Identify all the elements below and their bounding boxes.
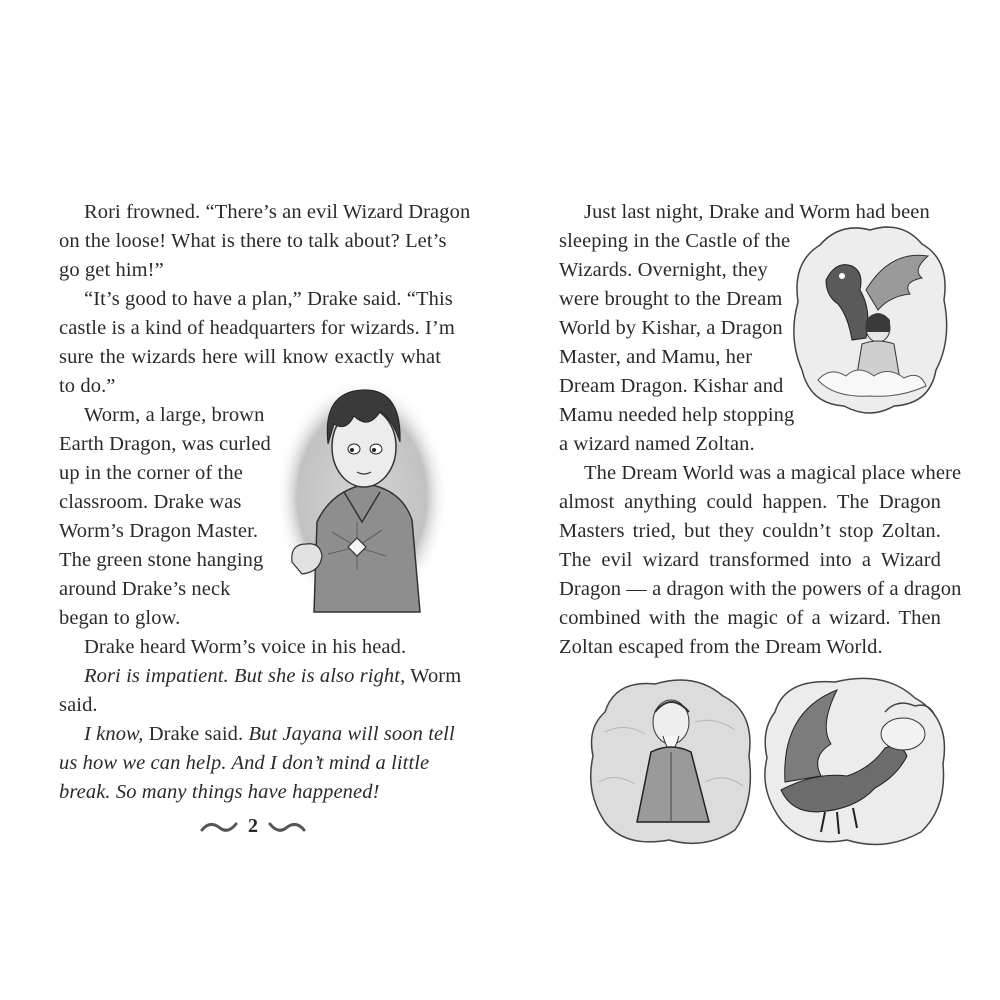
- text-line: up in the corner of the: [59, 462, 243, 484]
- text-line: [59, 778, 380, 807]
- page-number-ornament: [198, 812, 308, 842]
- italic-speech: Rori is impatient. But she is also right,: [84, 665, 406, 687]
- text-line: The Dream World was a magical place where: [584, 462, 962, 484]
- text-line: Earth Dragon, was curled: [59, 433, 271, 455]
- text-line: Master, and Mamu, her: [559, 346, 753, 368]
- text-line: [84, 720, 455, 749]
- text-line: Mamu needed help stopping: [559, 404, 795, 426]
- text-line: Zoltan escaped from the Dream World.: [559, 636, 883, 658]
- text-line: Just last night, Drake and Worm had been: [584, 201, 930, 223]
- text-line: go get him!”: [59, 259, 164, 281]
- text-line: said.: [59, 694, 98, 716]
- right-page: [500, 0, 1000, 1000]
- text-line: Drake heard Worm’s voice in his head.: [84, 636, 407, 658]
- text-line: Masters tried, but they couldn’t stop Zoltan.: [559, 520, 941, 542]
- text-line: began to glow.: [59, 607, 181, 629]
- text-line: [59, 749, 429, 778]
- text-line: Worm, a large, brown: [84, 404, 265, 426]
- drake-illustration: [262, 372, 452, 622]
- text-line: The evil wizard transformed into a Wizard: [559, 549, 941, 571]
- text-line: World by Kishar, a Dragon: [559, 317, 783, 339]
- speech-tag: Worm: [405, 665, 462, 687]
- speech-tag: Drake said.: [143, 723, 249, 745]
- text-line: [84, 662, 461, 691]
- text-line: “It’s good to have a plan,” Drake said. “This: [84, 288, 453, 310]
- text-line: castle is a kind of headquarters for wizards. I’m: [59, 317, 455, 339]
- text-line: on the loose! What is there to talk about? Let’s: [59, 230, 447, 252]
- text-line: classroom. Drake was: [59, 491, 242, 513]
- kishar-mamu-illustration: [790, 220, 950, 420]
- text-line: Worm’s Dragon Master.: [59, 520, 259, 542]
- text-line: a wizard named Zoltan.: [559, 433, 755, 455]
- text-line: sleeping in the Castle of the: [559, 230, 791, 252]
- italic-speech: I know,: [84, 723, 144, 745]
- text-line: Wizards. Overnight, they: [559, 259, 768, 281]
- italic-speech: us how we can help. And I don’t mind a little: [59, 752, 430, 774]
- text-line: were brought to the Dream: [559, 288, 783, 310]
- text-line: to do.”: [59, 375, 116, 397]
- text-line: Dragon — a dragon with the powers of a dragon: [559, 578, 962, 600]
- text-line: Rori frowned. “There’s an evil Wizard Dragon: [84, 201, 471, 223]
- italic-speech: But Jayana will soon tell: [248, 723, 455, 745]
- text-line: Dream Dragon. Kishar and: [559, 375, 784, 397]
- text-line: combined with the magic of a wizard. Then: [559, 607, 941, 629]
- page-number: 2: [248, 815, 258, 837]
- zoltan-illustration: [585, 672, 950, 847]
- text-line: The green stone hanging: [59, 549, 264, 571]
- text-line: around Drake’s neck: [59, 578, 231, 600]
- text-line: almost anything could happen. The Dragon: [559, 491, 941, 513]
- italic-speech: break. So many things have happened!: [59, 781, 380, 803]
- text-line: sure the wizards here will know exactly what: [59, 346, 441, 368]
